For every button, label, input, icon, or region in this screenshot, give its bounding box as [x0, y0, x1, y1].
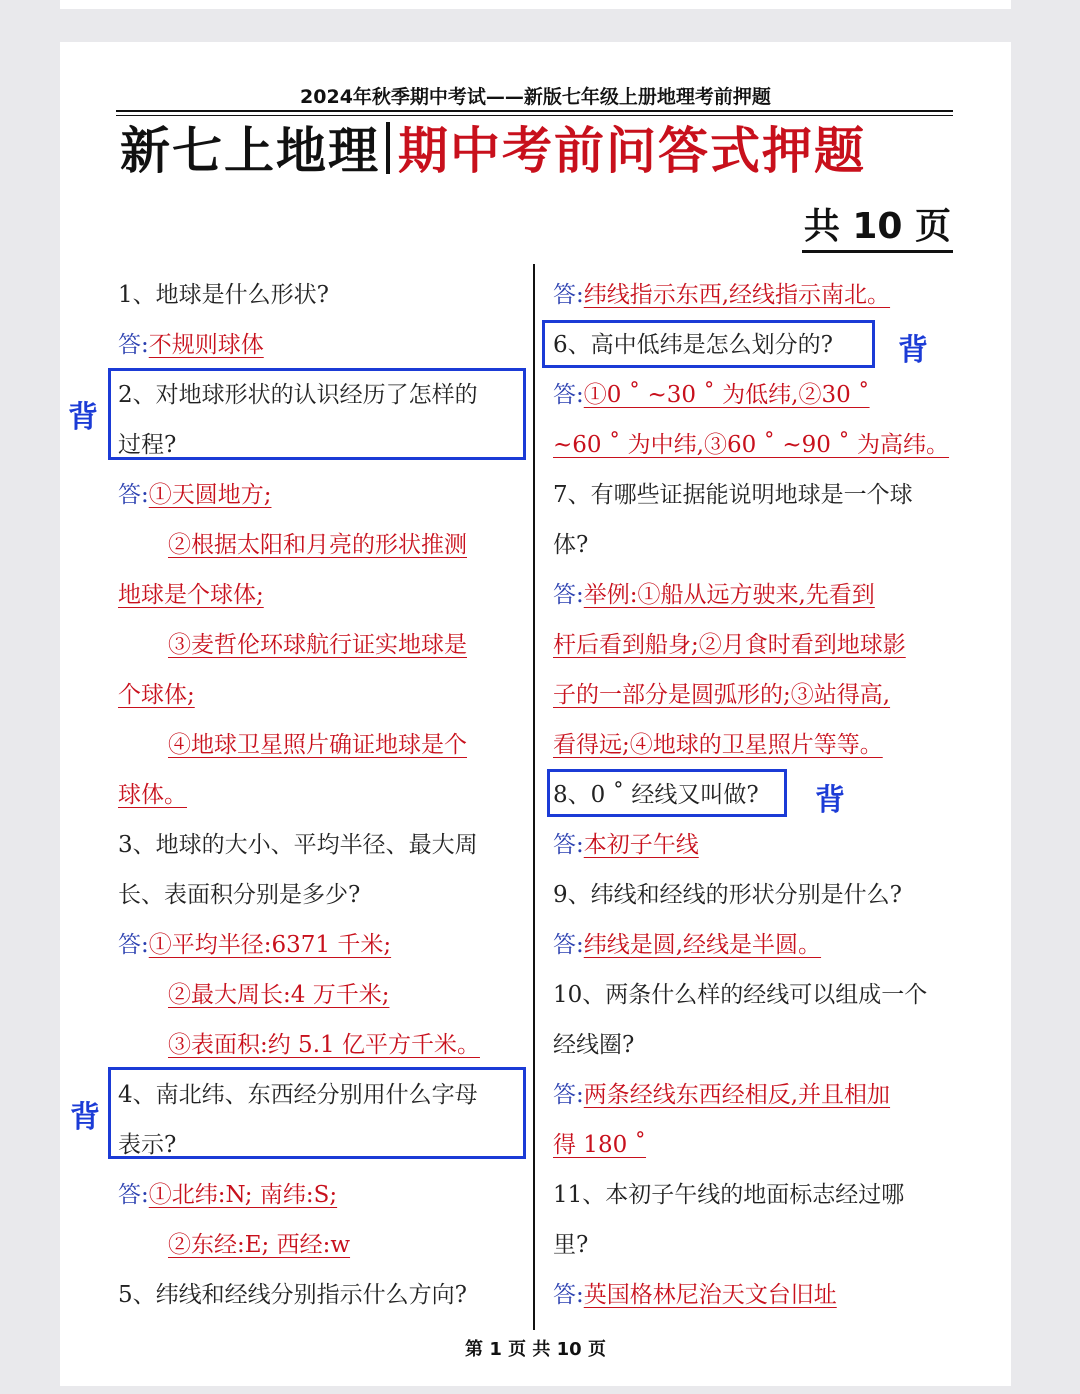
answer-line: [553, 570, 955, 620]
answer-label: 答:: [118, 332, 149, 358]
answer-line: [553, 920, 955, 970]
answer-line: [553, 620, 955, 670]
answer-line: [118, 970, 520, 1020]
left-column: [118, 270, 520, 1320]
answer-text: ①0 ˚ ~30 ˚ 为低纬,②30 ˚: [583, 382, 870, 408]
answer-line: [553, 720, 955, 770]
question-text: 体?: [553, 532, 589, 558]
memorize-mark-q8: 背: [815, 783, 845, 818]
question-line: [553, 1020, 955, 1070]
title-right: 期中考前问答式押题: [398, 122, 866, 180]
answer-line: [118, 670, 520, 720]
title-separator: [386, 122, 390, 174]
question-text: 8、0 ˚ 经线又叫做?: [553, 782, 759, 808]
answer-text: 不规则球体: [148, 332, 264, 358]
page-count: 共 10 页: [802, 204, 953, 253]
answer-text: ④地球卫星照片确证地球是个: [168, 732, 467, 758]
question-line: [118, 870, 520, 920]
answer-text: 两条经线东西经相反,并且相加: [583, 1082, 891, 1108]
answer-line: [118, 1020, 520, 1070]
answer-label: 答:: [553, 932, 584, 958]
answer-text: ①北纬:N; 南纬:S;: [148, 1182, 338, 1208]
answer-text: 球体。: [118, 782, 187, 808]
page-footer: 第 1 页 共 10 页: [465, 1339, 606, 1360]
answer-text: ~60 ˚ 为中纬,③60 ˚ ~90 ˚ 为高纬。: [553, 432, 950, 458]
question-text: 表示?: [118, 1132, 177, 1158]
question-line: [118, 270, 520, 320]
question-text: 7、有哪些证据能说明地球是一个球: [553, 482, 913, 508]
answer-label: 答:: [553, 382, 584, 408]
answer-text: ③麦哲伦环球航行证实地球是: [168, 632, 467, 658]
answer-text: ②最大周长:4 万千米;: [168, 982, 390, 1008]
question-text: 5、纬线和经线分别指示什么方向?: [118, 1282, 467, 1308]
answer-line: [118, 470, 520, 520]
answer-line: [118, 920, 520, 970]
question-text: 10、两条什么样的经线可以组成一个: [553, 982, 928, 1008]
question-text: 9、纬线和经线的形状分别是什么?: [553, 882, 902, 908]
document-page: [60, 42, 1011, 1386]
question-line: [553, 870, 955, 920]
question-text: 1、地球是什么形状?: [118, 282, 329, 308]
answer-text: 纬线指示东西,经线指示南北。: [583, 282, 891, 308]
answer-line: [118, 570, 520, 620]
answer-text: ①平均半径:6371 千米;: [148, 932, 392, 958]
answer-text: 子的一部分是圆弧形的;③站得高,: [553, 682, 891, 708]
answer-line: [553, 1120, 955, 1170]
question-text: 3、地球的大小、平均半径、最大周: [118, 832, 478, 858]
answer-text: 英国格林尼治天文台旧址: [583, 1282, 837, 1308]
answer-text: 杆后看到船身;②月食时看到地球影: [553, 632, 906, 658]
question-line: [553, 770, 955, 820]
answer-line: [553, 370, 955, 420]
answer-line: [118, 1170, 520, 1220]
header-rule-thick: [116, 110, 953, 112]
question-text: 长、表面积分别是多少?: [118, 882, 361, 908]
answer-text: 看得远;④地球的卫星照片等等。: [553, 732, 883, 758]
question-text: 经线圈?: [553, 1032, 635, 1058]
question-text: 里?: [553, 1232, 589, 1258]
memorize-mark-q6: 背: [898, 333, 928, 368]
answer-line: [118, 770, 520, 820]
answer-text: 本初子午线: [583, 832, 699, 858]
question-line: [553, 470, 955, 520]
question-line: [553, 1170, 955, 1220]
title-left: 新七上地理: [120, 122, 380, 180]
answer-line: [553, 1270, 955, 1320]
right-column: [553, 270, 955, 1320]
answer-line: [553, 420, 955, 470]
question-line: [118, 1070, 520, 1120]
answer-text: 得 180 ˚: [553, 1132, 647, 1158]
exam-header: 2024年秋季期中考试——新版七年级上册地理考前押题: [300, 86, 771, 108]
previous-page-edge: [60, 0, 1011, 9]
question-line: [118, 1270, 520, 1320]
answer-line: [118, 320, 520, 370]
answer-line: [118, 520, 520, 570]
answer-text: ③表面积:约 5.1 亿平方千米。: [168, 1032, 480, 1058]
question-line: [553, 520, 955, 570]
answer-label: 答:: [553, 832, 584, 858]
column-divider: [533, 264, 535, 1330]
answer-label: 答:: [553, 1082, 584, 1108]
answer-label: 答:: [118, 932, 149, 958]
answer-line: [118, 1220, 520, 1270]
question-line: [118, 1120, 520, 1170]
answer-line: [118, 620, 520, 670]
memorize-mark-q2: 背: [68, 400, 98, 435]
question-text: 过程?: [118, 432, 177, 458]
question-text: 11、本初子午线的地面标志经过哪: [553, 1182, 905, 1208]
answer-text: 举例:①船从远方驶来,先看到: [583, 582, 875, 608]
memorize-mark-q4: 背: [70, 1100, 100, 1135]
answer-text: 纬线是圆,经线是半圆。: [583, 932, 822, 958]
answer-label: 答:: [553, 282, 584, 308]
answer-label: 答:: [118, 482, 149, 508]
answer-text: 个球体;: [118, 682, 195, 708]
answer-line: [553, 270, 955, 320]
header-rule-thin: [116, 115, 953, 116]
answer-text: ①天圆地方;: [148, 482, 272, 508]
page-title: [120, 118, 950, 184]
answer-line: [553, 670, 955, 720]
answer-line: [553, 820, 955, 870]
answer-line: [118, 720, 520, 770]
question-line: [118, 370, 520, 420]
question-line: [553, 1220, 955, 1270]
answer-label: 答:: [118, 1182, 149, 1208]
answer-text: ②东经:E; 西经:w: [168, 1232, 351, 1258]
question-line: [118, 820, 520, 870]
answer-label: 答:: [553, 582, 584, 608]
answer-label: 答:: [553, 1282, 584, 1308]
question-text: 2、对地球形状的认识经历了怎样的: [118, 382, 478, 408]
question-text: 6、高中低纬是怎么划分的?: [553, 332, 833, 358]
answer-text: 地球是个球体;: [118, 582, 264, 608]
question-line: [118, 420, 520, 470]
answer-line: [553, 1070, 955, 1120]
question-text: 4、南北纬、东西经分别用什么字母: [118, 1082, 478, 1108]
question-line: [553, 320, 955, 370]
question-line: [553, 970, 955, 1020]
answer-text: ②根据太阳和月亮的形状推测: [168, 532, 467, 558]
